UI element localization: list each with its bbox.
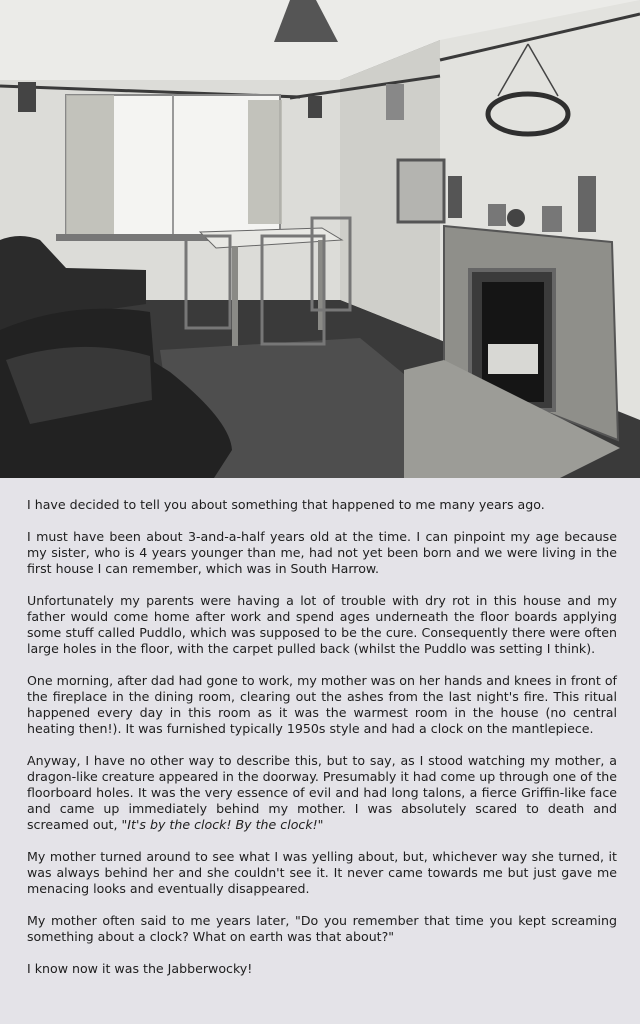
story-paragraph-main: Anyway, I have no other way to describe this, but to say, as I stood watching my mother, a dragon-like creature appeared in the doorway. Presumably it had come up through one of the floorboard holes. It was the very essence of evil and had long talons, a fierce Griffin-like face and came up immediately behind my mother. I was absolutely scared to death and screamed out, — [27, 753, 617, 832]
story-text — [27, 497, 617, 993]
story-paragraph: I must have been about 3-and-a-half years old at the time. I can pinpoint my age because my sister, who is 4 years younger than me, had not yet been born and we were living in the first house I can remember, which was in South Harrow. — [27, 529, 617, 576]
story-paragraph — [27, 753, 617, 833]
story-paragraph: Unfortunately my parents were having a lot of trouble with dry rot in this house and my father would come home after work and spend ages underneath the floor boards applying some stuff called Puddlo, which was supposed to be the cure. Consequently there were often large holes in the floor, with the carpet pulled back (whilst the Puddlo was setting I think). — [27, 593, 617, 656]
scream-quote: "It's by the clock! By the clock!" — [121, 817, 324, 832]
living-room-photo-drawing — [0, 0, 640, 478]
living-room-photo — [0, 0, 640, 478]
story-paragraph: My mother turned around to see what I was yelling about, but, whichever way she turned, it was always behind her and she couldn't see it. It never came towards me but just gave me menacing looks and eventually disappeared. — [27, 849, 617, 896]
story-paragraph: I have decided to tell you about something that happened to me many years ago. — [27, 497, 545, 512]
story-paragraph: One morning, after dad had gone to work, my mother was on her hands and knees in front of the fireplace in the dining room, clearing out the ashes from the last night's fire. This ritual happened every day in this room as it was the warmest room in the house (no central heating then!). It was furnished typically 1950s style and had a clock on the mantlepiece. — [27, 673, 617, 736]
story-paragraph: My mother often said to me years later, "Do you remember that time you kept screaming something about a clock? What on earth was that about?" — [27, 913, 617, 944]
story-paragraph: I know now it was the Jabberwocky! — [27, 961, 253, 976]
